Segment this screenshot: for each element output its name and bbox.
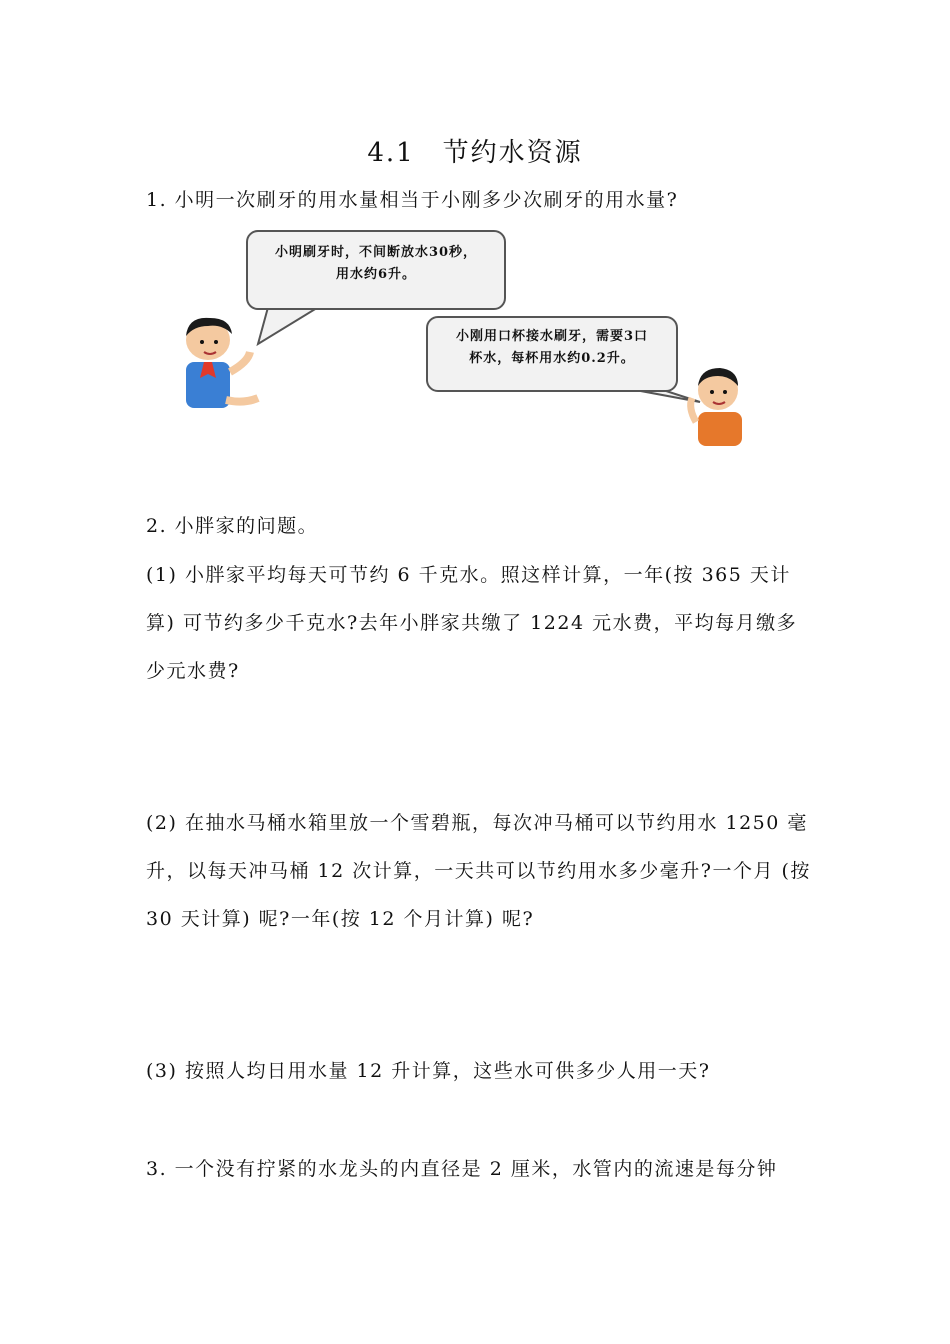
bubble-right-line1: 小刚用口杯接水刷牙，需要3口 — [455, 329, 649, 344]
question-2-heading: 2. 小胖家的问题。 — [146, 515, 319, 537]
bubble-left-tail — [240, 290, 440, 430]
question-2-part-1: (1) 小胖家平均每天可节约 6 千克水。照这样计算，一年(按 365 天计算) 可节约多少千克水?去年小胖家共缴了 1224 元水费，平均每月缴多少元水费? — [146, 564, 798, 682]
speech-bubble-xiaoming — [246, 230, 506, 310]
speech-bubble-xiaogang — [426, 316, 678, 392]
question-1-text: 1. 小明一次刷牙的用水量相当于小刚多少次刷牙的用水量? — [146, 189, 679, 211]
question-3-text: 3. 一个没有拧紧的水龙头的内直径是 2 厘米，水管内的流速是每分钟 — [146, 1158, 778, 1180]
boy-xiaogang-image — [682, 362, 762, 446]
question-2-part-3: (3) 按照人均日用水量 12 升计算，这些水可供多少人用一天? — [146, 1060, 711, 1082]
boy-xiaoming-image — [178, 312, 268, 412]
bubble-left-line2: 用水约6升。 — [335, 267, 417, 282]
bubble-left-line1: 小明刷牙时，不间断放水30秒， — [274, 245, 478, 260]
bubble-right-line2: 杯水，每杯用水约0.2升。 — [469, 351, 635, 366]
page-title: 4.1 节约水资源 — [367, 138, 583, 168]
question-2-part-2: (2) 在抽水马桶水箱里放一个雪碧瓶，每次冲马桶可以节约用水 1250 毫升，以每天冲马桶 12 次计算，一天共可以节约用水多少毫升?一个月 (按 30 天计算) 呢?一年(按 12 个月计算) 呢? — [146, 812, 811, 930]
